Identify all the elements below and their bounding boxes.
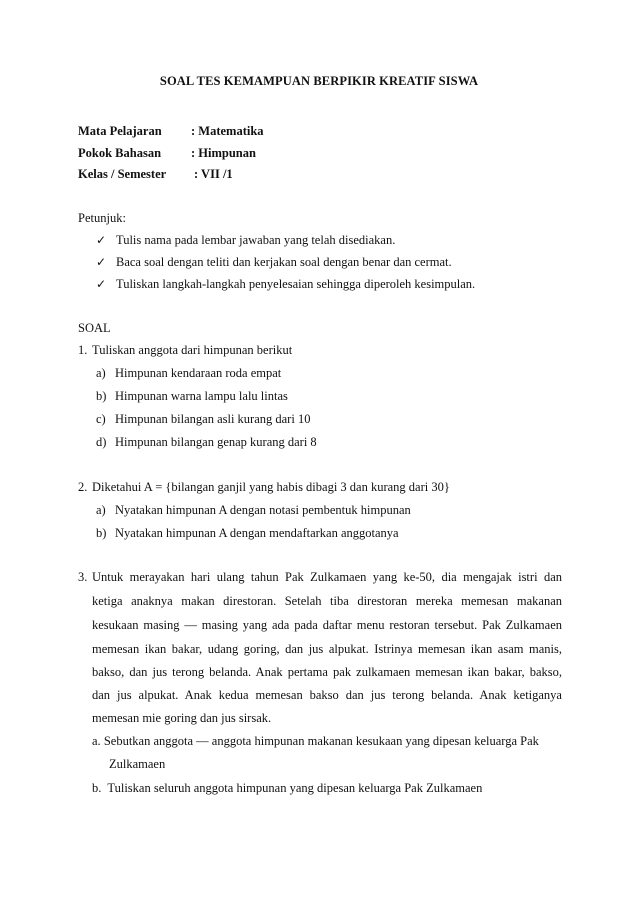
instructions-heading: Petunjuk: (78, 211, 126, 225)
soal-heading: SOAL (78, 321, 111, 335)
meta-value: : VII /1 (194, 167, 233, 181)
instruction-item: ✓ Tulis nama pada lembar jawaban yang telah disediakan. (96, 233, 396, 247)
question-3-line: Untuk merayakan hari ulang tahun Pak Zulkamaen yang ke-50, dia mengajak istri dan (92, 570, 562, 584)
meta-label: Kelas / Semester (78, 167, 167, 181)
meta-subject (78, 124, 264, 139)
question-3-sub-b: b. Tuliskan seluruh anggota himpunan yang dipesan keluarga Pak Zulkamaen (92, 781, 483, 795)
meta-topic (78, 146, 256, 161)
question-3-sub-a: a. Sebutkan anggota — anggota himpunan makanan kesukaan yang dipesan keluarga Pak (92, 734, 539, 748)
question-1-item: d) Himpunan bilangan genap kurang dari 8 (96, 435, 317, 449)
question-2-item: b) Nyatakan himpunan A dengan mendaftarkan anggotanya (96, 526, 399, 540)
meta-label: Pokok Bahasan (78, 146, 162, 160)
question-3-sub-a-continuation: Zulkamaen (109, 757, 166, 771)
question-3-line: memesan mie goring dan jus sirsak. (92, 711, 272, 725)
question-3-line: ketiga anaknya makan direstoran. Setelah tiba direstoran mereka memesan makanan (92, 594, 562, 608)
meta-label: Mata Pelajaran (78, 124, 162, 138)
meta-value: : Matematika (191, 124, 264, 138)
checkmark-icon: ✓ (96, 233, 107, 247)
question-3-line: dan jus alpukat. Anak kedua memesan bakso dan jus terong belanda. Anak ketiganya (92, 688, 562, 702)
instruction-item: ✓ Baca soal dengan teliti dan kerjakan soal dengan benar dan cermat. (96, 255, 452, 269)
question-2-item: a) Nyatakan himpunan A dengan notasi pembentuk himpunan (96, 503, 411, 517)
meta-value: : Himpunan (191, 146, 256, 160)
instruction-item: ✓ Tuliskan langkah-langkah penyelesaian sehingga diperoleh kesimpulan. (96, 277, 476, 291)
question-1: 1. Tuliskan anggota dari himpunan berikut (78, 343, 293, 357)
question-1-item: a) Himpunan kendaraan roda empat (96, 366, 282, 380)
meta-class (78, 167, 233, 182)
question-1-item: b) Himpunan warna lampu lalu lintas (96, 389, 288, 403)
question-3-number: 3. (78, 570, 88, 584)
question-3-line: memesan ikan bakar, udang goring, dan jus alpukat. Istrinya memesan ikan asam manis, (92, 642, 562, 656)
question-2: 2. Diketahui A = {bilangan ganjil yang habis dibagi 3 dan kurang dari 30} (78, 480, 450, 494)
page-title: SOAL TES KEMAMPUAN BERPIKIR KREATIF SISWA (159, 74, 479, 88)
question-1-item: c) Himpunan bilangan asli kurang dari 10 (96, 412, 311, 426)
question-3-line: bakso, dan jus terong belanda. Anak pertama pak zulkamaen memesan ikan bakar, bakso, (92, 665, 562, 679)
question-3-line: kesukaan masing — masing yang ada pada daftar menu restoran tersebut. Pak Zulkamaen (92, 618, 562, 632)
checkmark-icon: ✓ (96, 277, 107, 291)
checkmark-icon: ✓ (96, 255, 107, 269)
